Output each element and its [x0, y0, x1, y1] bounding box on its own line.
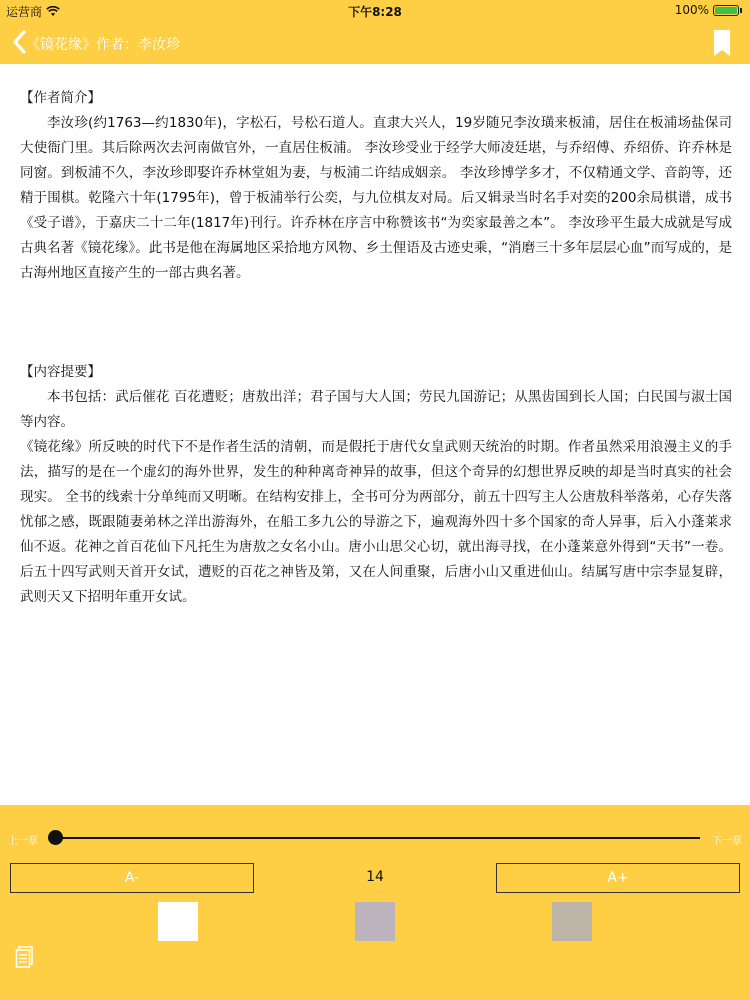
prev-chapter-button[interactable]: 上一章 [8, 836, 38, 847]
status-bar [0, 0, 750, 20]
carrier-label: 运营商 [6, 5, 43, 19]
nav-bar [0, 20, 750, 64]
theme-swatch-lilac[interactable] [355, 902, 395, 941]
font-size-value: 14 [366, 869, 384, 885]
summary-paragraph: 《镜花缘》所反映的时代下不是作者生活的清朝，而是假托于唐代女皇武则天统治的时期。作者虽然采用浪漫主义的手法，描写的是在一个虚幻的海外世界，发生的种种离奇神异的故事，但这个奇异的幻想世界反映的却是当时真实的社会现实。 全书的线索十分单纯而又明晰。在结构安排上，全书可分为两部分，前五十四写主人公唐敖科举落弟，心存失落忧郁之感，既跟随妻弟林之洋出游海外，在船工多九公的导游之下，遍观海外四十多个国家的奇人异事，后入小蓬莱求仙不返。花神之首百花仙下凡托生为唐敖之女名小山。唐小山思父心切，就出海寻找，在小蓬莱意外得到“天书”一卷。后五十四写武则天首开女试，遭贬的百花之神皆及第，又在人间重聚，后唐小山又重进仙山。结属写唐中宗李显复辟，武则天又下招明年重开女试。 [20, 439, 732, 605]
reader-content [20, 86, 732, 610]
author-heading: 【作者简介】 [20, 90, 101, 106]
summary-paragraph: 本书包括：武后催花 百花遭贬；唐敖出洋；君子国与大人国；劳民九国游记；从黑齿国到长人国；白民国与淑士国等内容。 [20, 389, 732, 430]
summary-heading: 【内容提要】 [20, 364, 101, 380]
list-icon[interactable] [15, 946, 35, 968]
status-time: 下午8:28 [348, 5, 402, 19]
reader-settings-panel [0, 805, 750, 1000]
battery-icon [713, 5, 739, 16]
font-decrease-button[interactable]: A- [10, 863, 254, 893]
next-chapter-button[interactable]: 下一章 [712, 836, 742, 847]
theme-swatch-white[interactable] [158, 902, 198, 941]
theme-swatch-taupe[interactable] [552, 902, 592, 941]
slider-thumb[interactable] [48, 830, 63, 845]
battery-percent: 100% [674, 3, 709, 17]
bookmark-icon[interactable] [714, 30, 730, 56]
font-increase-button[interactable]: A+ [496, 863, 740, 893]
author-paragraph: 李汝珍(约1763—约1830年)，字松石，号松石道人。直隶大兴人，19岁随兄李汝璜来板浦，居住在板浦场盐保司大使衙门里。其后除两次去河南做官外，一直居住板浦。 李汝珍受业于经学大师凌廷堪，与乔绍傅、乔绍侨、许乔林是同窗。到板浦不久，李汝珍即娶许乔林堂姐为妻，与板浦二许结成姻亲。 李汝珍博学多才，不仅精通文学、音韵等，还精于围棋。乾隆六十年(1795年)，曾于板浦举行公奕，与九位棋友对局。后又辑录当时名手对奕的200余局棋谱，成书《受子谱》，于嘉庆二十二年(1817年)刊行。许乔林在序言中称赞该书“为奕家最善之本”。 李汝珍平生最大成就是写成古典名著《镜花缘》。此书是他在海属地区采拾地方风物、乡土俚语及古迹史乘，“消磨三十多年层层心血”而写成的，是古海州地区直接产生的一部古典名著。 [20, 115, 732, 281]
page-title: 《镜花缘》作者：李汝珍 [26, 37, 180, 53]
chapter-progress-slider[interactable] [54, 837, 700, 839]
